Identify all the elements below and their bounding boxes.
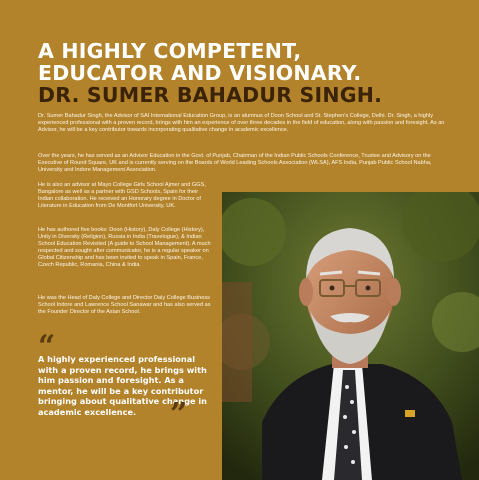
headline-line-2: EDUCATOR AND VISIONARY. [38, 61, 362, 85]
books-paragraph: He has authored five books: Doon (History), Daly College (History), Unity in Diversity (Religion), Russia in India (Travelogue), & Indian School Education Revisited (A guide to School Management). A much respected and sought after communicator, he is a regular speaker on Global Citizenship and has been invited to speak in Spain, France, Czech Republic, Romania, China & India. [38, 227, 211, 269]
portrait-illustration [222, 192, 479, 480]
headline-name: DR. SUMER BAHADUR SINGH. [38, 83, 383, 107]
intro-paragraph: Dr. Sumer Bahadur Singh, the Advisor of SAI International Education Group, is an alumnus of Doon School and St. Stephen's College, Delhi. Dr. Singh, a highly experienced professional with a proven record, brings with him an experience of over three decades in the field of education, along with passion and foresight. As an Advisor, he will be a key contributor towards incorporating qualitative change in academic excellence. [38, 113, 445, 134]
headline-line-1: A HIGHLY COMPETENT, [38, 39, 302, 63]
career-paragraph: Over the years, he has served as an Advisor Education in the Govt. of Punjab, Chairman of the Indian Public Schools Conference, Trustee and Advisory on the Executive of Round Square, UK and is currently serving on the Boards of World Leading Schools Association (WLSA), AFS India, Punjab Public School Nabha, University and Indore Management Association. [38, 153, 432, 174]
close-quote-icon: ” [170, 397, 188, 432]
pull-quote [38, 329, 218, 432]
pull-quote-text: A highly experienced professional with a proven record, he brings with him passion and foresight. As a mentor, he will be a key contributor bringing about qualitative change in academic excellence. [38, 354, 208, 417]
headline [38, 40, 458, 106]
portrait-photo [222, 192, 479, 480]
head-of-school-paragraph: He was the Head of Daly College and Director Daly College Business School Indore and Lawrence School Sanawar and has also served as the Founder Director of the Asian School. [38, 295, 211, 316]
advisor-paragraph: He is also an advisor at Mayo College Girls School Ajmer and GGS, Bangalore as well as a partner with GSD Schools, Spain for their Indian collaboration. He received an Honorary degree in Doctor of Literature in Education from De Montfort University, UK. [38, 182, 206, 210]
open-quote-icon: “ [38, 329, 56, 364]
